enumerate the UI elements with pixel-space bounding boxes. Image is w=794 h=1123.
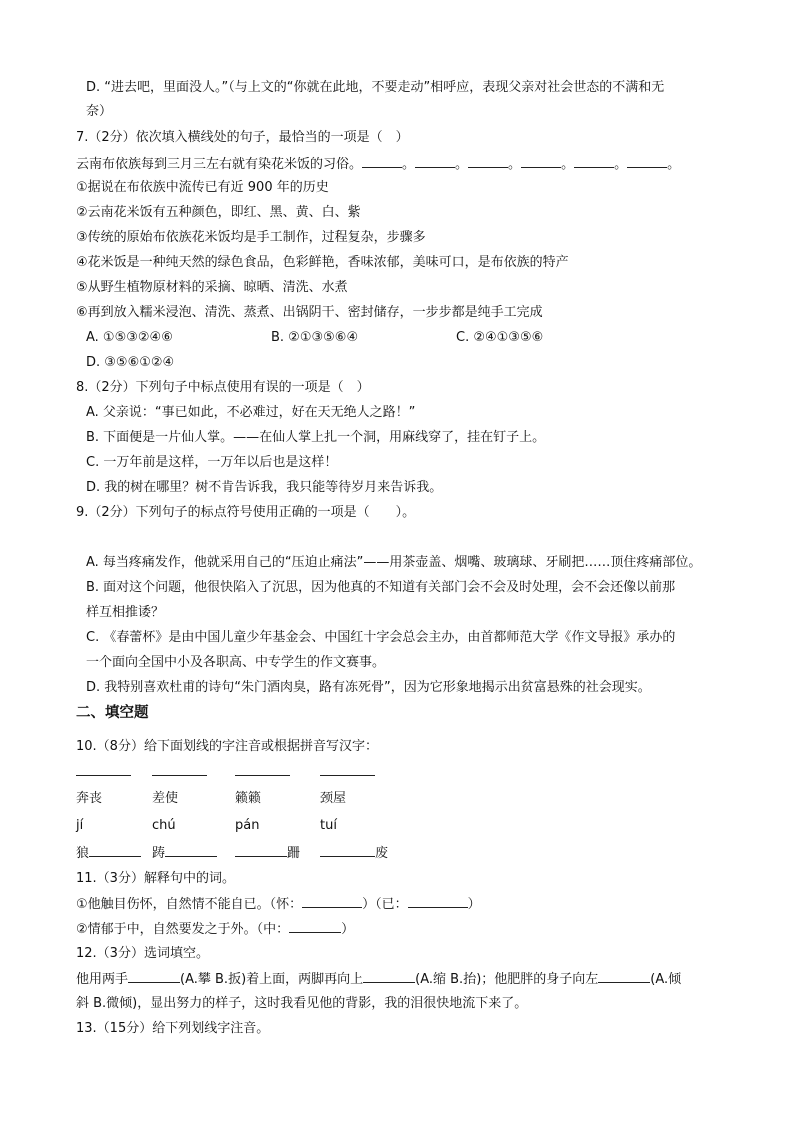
- answer-blank[interactable]: [128, 970, 180, 983]
- q10-fill-item: 踌: [152, 844, 217, 863]
- q9-option-b-cont: 样互相推诿？: [86, 605, 165, 620]
- q10-word: 奔丧: [76, 791, 103, 806]
- q7-option-c[interactable]: C. ②④①③⑤⑥: [456, 330, 544, 345]
- answer-blank[interactable]: [408, 895, 468, 908]
- q12-line-2: 斜 B.微倾)，显出努力的样子，这时我看见他的背影，我的泪很快地流下来了。: [76, 996, 528, 1011]
- q10-stem: 10.（8分）给下面划线的字注音或根据拼音写汉字：: [76, 739, 378, 754]
- q10-word: 颈屋: [320, 791, 347, 806]
- q9-option-c-cont: 一个面向全国中小及各职高、中专学生的作文赛事。: [86, 655, 386, 670]
- q10-word: 差使: [152, 791, 179, 806]
- answer-blank[interactable]: [152, 763, 207, 782]
- q10-pinyin: pán: [235, 818, 260, 833]
- q10-fill-item: 跚: [235, 844, 300, 863]
- q10-fill-item: 狼: [76, 844, 141, 863]
- answer-blank[interactable]: [76, 763, 131, 782]
- q9-stem: 9.（2分）下列句子的标点符号使用正确的一项是（ ）。: [76, 505, 416, 520]
- blank: [468, 155, 508, 168]
- q8-option-c[interactable]: C. 一万年前是这样，一万年以后也是这样！: [86, 455, 338, 470]
- q7-item: ⑤从野生植物原材料的采摘、晾晒、清洗、水煮: [76, 280, 348, 295]
- q10-pinyin: jí: [76, 818, 84, 833]
- q6-option-d: D. “进去吧，里面没人。”（与上文的“你就在此地，不要走动”相呼应，表现父亲对社会世态的不满和无: [86, 80, 665, 95]
- q7-lead-sentence: 云南布依族每到三月三左右就有染花米饭的习俗。 。 。 。 。 。 。: [76, 157, 681, 172]
- q11-stem: 11.（3分）解释句中的词。: [76, 871, 235, 886]
- q9-option-d[interactable]: D. 我特别喜欢杜甫的诗句“朱门酒肉臭，路有冻死骨”，因为它形象地揭示出贫富悬殊的社会现实。: [86, 680, 651, 695]
- q12-line-1: 他用两手 (A.攀 B.扳)着上面，两脚再向上 (A.缩 B.抬)；他肥胖的身子向左 (A.倾: [76, 972, 682, 987]
- answer-blank[interactable]: [363, 970, 415, 983]
- q7-stem: 7.（2分）依次填入横线处的句子，最恰当的一项是（ ）: [76, 130, 409, 145]
- answer-blank[interactable]: [235, 844, 287, 857]
- q7-lead-text: 云南布依族每到三月三左右就有染花米饭的习俗。: [76, 157, 363, 172]
- q6-option-d-cont: 奈）: [86, 104, 113, 119]
- blank: [627, 155, 667, 168]
- q7-item: ①据说在布依族中流传已有近 900 年的历史: [76, 180, 329, 195]
- q10-word: 籁籁: [235, 791, 262, 806]
- q11-line-2: ②情郁于中，自然要发之于外。（中： ）: [76, 922, 355, 937]
- answer-blank[interactable]: [289, 920, 341, 933]
- answer-blank[interactable]: [165, 844, 217, 857]
- answer-blank[interactable]: [320, 763, 375, 782]
- answer-blank[interactable]: [320, 844, 375, 857]
- q9-option-a[interactable]: A. 每当疼痛发作，他就采用自己的“压迫止痛法”——用茶壶盖、烟嘴、玻璃球、牙刷把……顶住疼痛部位。: [86, 555, 702, 570]
- q7-item: ⑥再到放入糯米浸泡、清洗、蒸煮、出锅阴干、密封储存，一步步都是纯手工完成: [76, 305, 543, 320]
- q13-stem: 13.（15分）给下列划线字注音。: [76, 1021, 270, 1036]
- q8-option-b[interactable]: B. 下面便是一片仙人掌。——在仙人掌上扎一个洞，用麻线穿了，挂在钉子上。: [86, 430, 546, 445]
- answer-blank[interactable]: [598, 970, 650, 983]
- q7-item: ④花米饭是一种纯天然的绿色食品，色彩鲜艳，香味浓郁，美味可口，是布依族的特产: [76, 255, 569, 270]
- q11-line-1: ①他触目伤怀，自然情不能自已。（怀： ）（已： ）: [76, 897, 481, 912]
- answer-blank[interactable]: [235, 763, 290, 782]
- q7-option-a[interactable]: A. ①⑤③②④⑥: [86, 330, 173, 345]
- answer-blank[interactable]: [302, 895, 362, 908]
- q8-stem: 8.（2分）下列句子中标点使用有误的一项是（ ）: [76, 380, 370, 395]
- q8-option-d[interactable]: D. 我的树在哪里？树不肯告诉我，我只能等待岁月来告诉我。: [86, 480, 443, 495]
- answer-blank[interactable]: [89, 844, 141, 857]
- q7-item: ③传统的原始布依族花米饭均是手工制作，过程复杂，步骤多: [76, 230, 426, 245]
- blank: [415, 155, 455, 168]
- q12-stem: 12.（3分）选词填空。: [76, 946, 209, 961]
- q10-pinyin: tuí: [320, 818, 337, 833]
- q9-option-b[interactable]: B. 面对这个问题，他很快陷入了沉思，因为他真的不知道有关部门会不会及时处理，会不会还像以前那: [86, 580, 676, 595]
- q10-pinyin: chú: [152, 818, 176, 833]
- q9-option-c[interactable]: C. 《春蕾杯》是由中国儿童少年基金会、中国红十字会总会主办，由首都师范大学《作文导报》承办的: [86, 630, 676, 645]
- blank: [574, 155, 614, 168]
- q10-fill-item: 废: [320, 844, 388, 863]
- q8-option-a[interactable]: A. 父亲说：“事已如此，不必难过，好在天无绝人之路！”: [86, 405, 416, 420]
- q7-option-b[interactable]: B. ②①③⑤⑥④: [271, 330, 359, 345]
- q7-option-d[interactable]: D. ③⑤⑥①②④: [86, 355, 175, 370]
- section-heading: 二、填空题: [76, 705, 149, 721]
- blank: [362, 155, 402, 168]
- q7-item: ②云南花米饭有五种颜色，即红、黑、黄、白、紫: [76, 205, 361, 220]
- blank: [521, 155, 561, 168]
